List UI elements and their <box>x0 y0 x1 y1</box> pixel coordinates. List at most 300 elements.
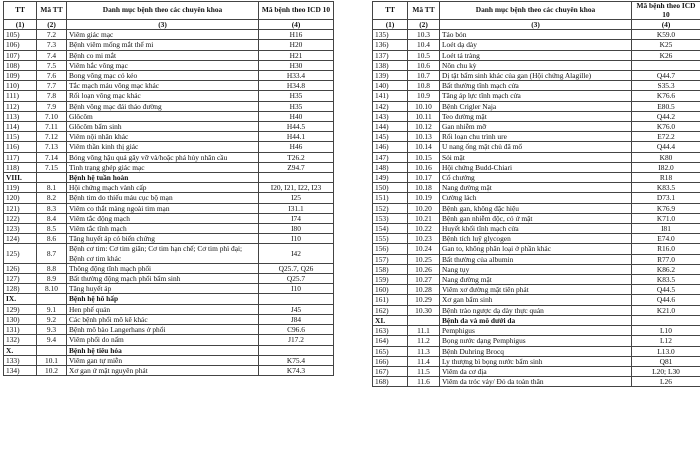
row-ma-tt: 8.10 <box>37 284 67 294</box>
row-ma-tt: 9.1 <box>37 304 67 314</box>
row-icd-code: R16.0 <box>632 244 700 254</box>
row-disease-name: Gan nhiễm mỡ <box>440 122 632 132</box>
row-ma-tt: 10.3 <box>408 30 440 40</box>
table-row <box>373 183 700 193</box>
row-ma-tt: 10.16 <box>408 162 440 172</box>
col-number: (3) <box>67 20 259 30</box>
row-icd-code: H30 <box>259 60 334 70</box>
row-icd-code: I10 <box>259 284 334 294</box>
row-icd-code: Q44.4 <box>632 142 700 152</box>
row-tt: 123) <box>4 224 37 234</box>
row-ma-tt: 7.13 <box>37 142 67 152</box>
row-tt: 136) <box>373 40 408 50</box>
row-disease-name: Huyết khối tĩnh mạch cửa <box>440 224 632 234</box>
table-row <box>4 224 334 234</box>
row-disease-name: Bệnh hệ tuần hoàn <box>67 173 259 183</box>
table-row <box>373 366 700 376</box>
row-disease-name: Bong võng mạc có kéo <box>67 71 259 81</box>
row-tt: 141) <box>373 91 408 101</box>
row-ma-tt: 10.24 <box>408 244 440 254</box>
header-row <box>373 2 700 20</box>
row-icd-code: H16 <box>259 30 334 40</box>
column-number-row <box>373 20 700 30</box>
table-row <box>4 274 334 284</box>
row-tt: X. <box>4 345 37 355</box>
row-disease-name: Sỏi mật <box>440 152 632 162</box>
header-ma-tt: Mã TT <box>37 2 67 20</box>
row-ma-tt: 10.20 <box>408 203 440 213</box>
row-ma-tt: 10.25 <box>408 254 440 264</box>
table-row <box>373 60 700 70</box>
header-danh-muc: Danh mục bệnh theo các chuyên khoa <box>440 2 632 20</box>
right-table-body <box>373 30 700 387</box>
row-icd-code: I81 <box>632 224 700 234</box>
table-row <box>373 122 700 132</box>
row-disease-name: Viêm xơ đường mật tiên phát <box>440 285 632 295</box>
row-ma-tt: 7.6 <box>37 71 67 81</box>
table-row <box>373 203 700 213</box>
table-row <box>4 142 334 152</box>
header-icd: Mã bệnh theo ICD 10 <box>632 2 700 20</box>
row-ma-tt: 10.2 <box>37 365 67 375</box>
row-icd-code: H35 <box>259 101 334 111</box>
row-ma-tt: 10.10 <box>408 101 440 111</box>
row-icd-code: K80 <box>632 152 700 162</box>
row-tt: 137) <box>373 50 408 60</box>
section-row <box>373 315 700 325</box>
row-tt: 168) <box>373 377 408 387</box>
row-icd-code: Q44.7 <box>632 71 700 81</box>
row-tt: 111) <box>4 91 37 101</box>
row-ma-tt: 10.14 <box>408 142 440 152</box>
row-disease-name: Glôcôm <box>67 111 259 121</box>
table-row <box>373 142 700 152</box>
right-table <box>372 1 700 387</box>
row-tt: 138) <box>373 60 408 70</box>
row-ma-tt: 10.15 <box>408 152 440 162</box>
row-icd-code: Q81 <box>632 356 700 366</box>
table-row <box>4 71 334 81</box>
table-row <box>373 81 700 91</box>
table-row <box>4 263 334 273</box>
row-icd-code: R18 <box>632 173 700 183</box>
row-disease-name: Viêm da tróc vảy/ Đỏ da toàn thân <box>440 377 632 387</box>
row-ma-tt: 8.3 <box>37 203 67 213</box>
row-ma-tt <box>37 173 67 183</box>
row-ma-tt: 11.5 <box>408 366 440 376</box>
row-disease-name: Nang đường mật <box>440 183 632 193</box>
row-disease-name: Bất thường động mạch phổi bẩm sinh <box>67 274 259 284</box>
table-row <box>373 356 700 366</box>
row-icd-code <box>632 60 700 70</box>
table-row <box>4 122 334 132</box>
table-row <box>4 81 334 91</box>
col-number: (2) <box>37 20 67 30</box>
row-tt: 144) <box>373 122 408 132</box>
row-icd-code: S35.3 <box>632 81 700 91</box>
row-ma-tt: 7.11 <box>37 122 67 132</box>
row-tt: 124) <box>4 234 37 244</box>
table-row <box>373 132 700 142</box>
row-tt: 164) <box>373 336 408 346</box>
row-icd-code: L20; L30 <box>632 366 700 376</box>
table-row <box>4 335 334 345</box>
row-disease-name: Xơ gan ứ mật nguyên phát <box>67 365 259 375</box>
row-tt: 117) <box>4 152 37 162</box>
row-icd-code: Q25.7, Q26 <box>259 263 334 273</box>
col-number: (3) <box>440 20 632 30</box>
row-ma-tt: 10.27 <box>408 275 440 285</box>
row-disease-name: Xơ gan bẩm sinh <box>440 295 632 305</box>
row-icd-code: C96.6 <box>259 325 334 335</box>
row-icd-code: I20, I21, I22, I23 <box>259 183 334 193</box>
header-tt: TT <box>4 2 37 20</box>
row-ma-tt: 8.1 <box>37 183 67 193</box>
row-disease-name: Bệnh co mi mắt <box>67 50 259 60</box>
table-row <box>4 213 334 223</box>
row-disease-name: Viêm da cơ địa <box>440 366 632 376</box>
row-ma-tt: 11.1 <box>408 326 440 336</box>
section-row <box>4 294 334 304</box>
row-disease-name: Viêm tắc động mạch <box>67 213 259 223</box>
column-number-row <box>4 20 334 30</box>
row-disease-name: U nang ống mật chủ đã mổ <box>440 142 632 152</box>
row-tt: 110) <box>4 81 37 91</box>
row-disease-name: Bệnh Duhring Brocq <box>440 346 632 356</box>
row-icd-code: I80 <box>259 224 334 234</box>
row-tt: 143) <box>373 111 408 121</box>
table-row <box>373 224 700 234</box>
row-icd-code: K83.5 <box>632 183 700 193</box>
row-ma-tt: 7.5 <box>37 60 67 70</box>
row-ma-tt: 10.9 <box>408 91 440 101</box>
row-tt: 106) <box>4 40 37 50</box>
row-disease-name: Hen phế quản <box>67 304 259 314</box>
row-tt: 133) <box>4 355 37 365</box>
section-row <box>4 345 334 355</box>
row-ma-tt: 8.2 <box>37 193 67 203</box>
table-row <box>4 284 334 294</box>
row-tt: 159) <box>373 275 408 285</box>
row-ma-tt: 8.7 <box>37 244 67 263</box>
row-tt: 167) <box>373 366 408 376</box>
row-icd-code: E74.0 <box>632 234 700 244</box>
row-ma-tt: 10.7 <box>408 71 440 81</box>
row-icd-code: K59.0 <box>632 30 700 40</box>
row-disease-name: Viêm hắc võng mạc <box>67 60 259 70</box>
row-ma-tt: 8.5 <box>37 224 67 234</box>
row-tt: 153) <box>373 213 408 223</box>
row-ma-tt: 9.2 <box>37 314 67 324</box>
table-row <box>373 254 700 264</box>
row-disease-name: Tăng huyết áp có biến chứng <box>67 234 259 244</box>
table-row <box>4 203 334 213</box>
row-icd-code: H34.8 <box>259 81 334 91</box>
row-disease-name: Loét dạ dày <box>440 40 632 50</box>
row-icd-code: Q44.6 <box>632 295 700 305</box>
row-ma-tt: 9.4 <box>37 335 67 345</box>
row-tt: 142) <box>373 101 408 111</box>
row-disease-name: Bọng nước dạng Pemphigus <box>440 336 632 346</box>
table-row <box>4 111 334 121</box>
row-icd-code: T26.2 <box>259 152 334 162</box>
row-tt: 108) <box>4 60 37 70</box>
row-tt: 130) <box>4 314 37 324</box>
row-icd-code: D73.1 <box>632 193 700 203</box>
table-row <box>4 50 334 60</box>
row-disease-name: Tăng áp lực tĩnh mạch cửa <box>440 91 632 101</box>
col-number: (4) <box>259 20 334 30</box>
row-disease-name: Nang đường mật <box>440 275 632 285</box>
row-disease-name: Táo bón <box>440 30 632 40</box>
row-tt: 115) <box>4 132 37 142</box>
row-icd-code <box>259 173 334 183</box>
header-icd: Mã bệnh theo ICD 10 <box>259 2 334 20</box>
row-ma-tt: 10.19 <box>408 193 440 203</box>
row-disease-name: Bóng võng hậu quả gây vỡ và/hoặc phá hủy nhãn cầu <box>67 152 259 162</box>
row-ma-tt: 7.3 <box>37 40 67 50</box>
row-tt: VIII. <box>4 173 37 183</box>
row-ma-tt: 8.9 <box>37 274 67 284</box>
row-ma-tt: 10.29 <box>408 295 440 305</box>
row-tt: 114) <box>4 122 37 132</box>
row-tt: 121) <box>4 203 37 213</box>
table-row <box>4 314 334 324</box>
section-row <box>4 173 334 183</box>
row-disease-name: Thông động tĩnh mạch phổi <box>67 263 259 273</box>
table-row <box>4 101 334 111</box>
table-row <box>4 365 334 375</box>
table-row <box>373 234 700 244</box>
row-tt: 150) <box>373 183 408 193</box>
table-row <box>373 193 700 203</box>
row-tt: 105) <box>4 30 37 40</box>
row-ma-tt: 10.18 <box>408 183 440 193</box>
row-disease-name: Rối loạn chu trình ure <box>440 132 632 142</box>
row-tt: 118) <box>4 162 37 172</box>
row-ma-tt: 10.6 <box>408 60 440 70</box>
row-disease-name: Bệnh gan, không đặc hiệu <box>440 203 632 213</box>
row-tt: 147) <box>373 152 408 162</box>
table-row <box>4 40 334 50</box>
table-row <box>4 91 334 101</box>
row-tt: 109) <box>4 71 37 81</box>
row-ma-tt: 8.8 <box>37 263 67 273</box>
row-ma-tt: 8.4 <box>37 213 67 223</box>
row-ma-tt: 10.17 <box>408 173 440 183</box>
row-disease-name: Hội chứng mạch vành cấp <box>67 183 259 193</box>
table-row <box>373 152 700 162</box>
row-tt: 127) <box>4 274 37 284</box>
row-icd-code: K74.3 <box>259 365 334 375</box>
table-row <box>373 244 700 254</box>
row-tt: 128) <box>4 284 37 294</box>
row-ma-tt: 11.4 <box>408 356 440 366</box>
row-disease-name: Bệnh mô bào Langerhans ở phổi <box>67 325 259 335</box>
row-disease-name: Ly thượng bì bọng nước bẩm sinh <box>440 356 632 366</box>
table-row <box>4 162 334 172</box>
table-row <box>373 305 700 315</box>
table-row <box>4 30 334 40</box>
row-disease-name: Hội chứng Budd-Chiari <box>440 162 632 172</box>
col-number: (2) <box>408 20 440 30</box>
table-row <box>4 325 334 335</box>
row-ma-tt <box>408 315 440 325</box>
row-icd-code: L13.0 <box>632 346 700 356</box>
row-icd-code: K75.4 <box>259 355 334 365</box>
row-tt: 132) <box>4 335 37 345</box>
row-disease-name: Nang tụy <box>440 264 632 274</box>
row-tt: 122) <box>4 213 37 223</box>
table-row <box>373 40 700 50</box>
table-row <box>373 101 700 111</box>
row-tt: 156) <box>373 244 408 254</box>
row-icd-code: H44.1 <box>259 132 334 142</box>
left-table-body <box>4 30 334 376</box>
row-icd-code: I82.0 <box>632 162 700 172</box>
row-ma-tt: 10.30 <box>408 305 440 315</box>
row-disease-name: Bệnh hệ tiêu hóa <box>67 345 259 355</box>
table-row <box>4 132 334 142</box>
row-ma-tt: 10.4 <box>408 40 440 50</box>
row-tt: 161) <box>373 295 408 305</box>
row-tt: 148) <box>373 162 408 172</box>
row-tt: 158) <box>373 264 408 274</box>
row-disease-name: Viêm thần kinh thị giác <box>67 142 259 152</box>
row-tt: 120) <box>4 193 37 203</box>
row-tt: 134) <box>4 365 37 375</box>
row-ma-tt: 7.2 <box>37 30 67 40</box>
table-row <box>4 234 334 244</box>
row-icd-code: L26 <box>632 377 700 387</box>
row-tt: 135) <box>373 30 408 40</box>
row-disease-name: Loét tá tràng <box>440 50 632 60</box>
row-tt: XI. <box>373 315 408 325</box>
row-tt: 126) <box>4 263 37 273</box>
row-tt: 140) <box>373 81 408 91</box>
row-icd-code: Q25.7 <box>259 274 334 284</box>
row-icd-code: I25 <box>259 193 334 203</box>
col-number: (1) <box>4 20 37 30</box>
table-row <box>373 326 700 336</box>
row-tt: 154) <box>373 224 408 234</box>
row-icd-code: E80.5 <box>632 101 700 111</box>
row-ma-tt: 10.22 <box>408 224 440 234</box>
row-tt: 139) <box>373 71 408 81</box>
row-icd-code: H33.4 <box>259 71 334 81</box>
header-ma-tt: Mã TT <box>408 2 440 20</box>
row-disease-name: Tăng huyết áp <box>67 284 259 294</box>
table-row <box>373 377 700 387</box>
row-ma-tt: 7.10 <box>37 111 67 121</box>
row-icd-code: K71.0 <box>632 213 700 223</box>
row-icd-code: K83.5 <box>632 275 700 285</box>
row-tt: 149) <box>373 173 408 183</box>
header-tt: TT <box>373 2 408 20</box>
row-disease-name: Pemphigus <box>440 326 632 336</box>
row-ma-tt: 10.23 <box>408 234 440 244</box>
table-row <box>373 71 700 81</box>
row-icd-code: K25 <box>632 40 700 50</box>
table-row <box>373 50 700 60</box>
row-icd-code: K26 <box>632 50 700 60</box>
row-tt: 107) <box>4 50 37 60</box>
row-icd-code: K21.0 <box>632 305 700 315</box>
row-icd-code: L12 <box>632 336 700 346</box>
row-icd-code: K76.0 <box>632 122 700 132</box>
row-tt: 116) <box>4 142 37 152</box>
row-disease-name: Các bệnh phổi mô kẽ khác <box>67 314 259 324</box>
row-disease-name: Bệnh tim do thiếu máu cục bộ mạn <box>67 193 259 203</box>
row-ma-tt: 11.6 <box>408 377 440 387</box>
table-row <box>4 304 334 314</box>
row-tt: 165) <box>373 346 408 356</box>
row-disease-name: Teo đường mật <box>440 111 632 121</box>
header-danh-muc: Danh mục bệnh theo các chuyên khoa <box>67 2 259 20</box>
row-disease-name: Viêm phổi do nấm <box>67 335 259 345</box>
table-row <box>4 60 334 70</box>
row-icd-code: H46 <box>259 142 334 152</box>
table-row <box>373 162 700 172</box>
row-ma-tt: 11.2 <box>408 336 440 346</box>
row-disease-name: Bệnh hệ hô hấp <box>67 294 259 304</box>
row-disease-name: Bất thường tĩnh mạch cửa <box>440 81 632 91</box>
row-tt: 112) <box>4 101 37 111</box>
row-ma-tt: 7.9 <box>37 101 67 111</box>
row-disease-name: Bất thường của albumin <box>440 254 632 264</box>
row-icd-code: I42 <box>259 244 334 263</box>
row-ma-tt: 11.3 <box>408 346 440 356</box>
row-tt: 131) <box>4 325 37 335</box>
row-icd-code: Q44.5 <box>632 285 700 295</box>
row-ma-tt: 10.28 <box>408 285 440 295</box>
row-disease-name: Bệnh gan nhiễm độc, có ứ mật <box>440 213 632 223</box>
row-icd-code: I31.1 <box>259 203 334 213</box>
row-disease-name: Bệnh trào ngược dạ dày thực quản <box>440 305 632 315</box>
row-disease-name: Gan to, không phân loại ở phần khác <box>440 244 632 254</box>
row-icd-code: K86.2 <box>632 264 700 274</box>
row-tt: 113) <box>4 111 37 121</box>
table-row <box>373 91 700 101</box>
row-ma-tt: 9.3 <box>37 325 67 335</box>
row-tt: 160) <box>373 285 408 295</box>
table-row <box>373 295 700 305</box>
row-disease-name: Bệnh da và mô dưới da <box>440 315 632 325</box>
row-ma-tt: 10.11 <box>408 111 440 121</box>
row-icd-code: J45 <box>259 304 334 314</box>
row-ma-tt: 10.1 <box>37 355 67 365</box>
row-icd-code: Z94.7 <box>259 162 334 172</box>
row-tt: 166) <box>373 356 408 366</box>
row-disease-name: Rối loạn võng mạc khác <box>67 91 259 101</box>
row-icd-code: L10 <box>632 326 700 336</box>
table-row <box>373 264 700 274</box>
col-number: (4) <box>632 20 700 30</box>
row-tt: 129) <box>4 304 37 314</box>
row-ma-tt: 10.13 <box>408 132 440 142</box>
row-tt: 152) <box>373 203 408 213</box>
row-icd-code: K76.9 <box>632 203 700 213</box>
row-icd-code: J84 <box>259 314 334 324</box>
row-ma-tt: 7.15 <box>37 162 67 172</box>
row-disease-name: Nôn chu kỳ <box>440 60 632 70</box>
table-row <box>373 285 700 295</box>
row-icd-code: H21 <box>259 50 334 60</box>
row-disease-name: Dị tật bẩm sinh khác của gan (Hội chứng Alagille) <box>440 71 632 81</box>
row-disease-name: Bệnh viêm mống mắt thể mi <box>67 40 259 50</box>
row-ma-tt <box>37 294 67 304</box>
table-row <box>4 152 334 162</box>
